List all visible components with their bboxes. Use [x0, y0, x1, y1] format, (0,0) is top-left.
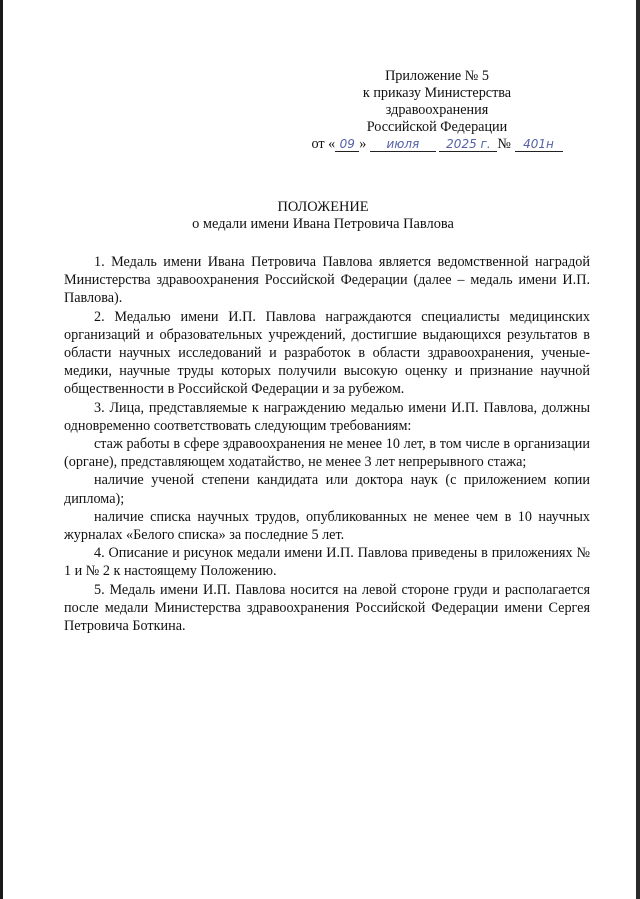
requirement-degree: наличие ученой степени кандидата или доктора наук (с приложением копии диплома);: [64, 472, 590, 507]
paragraph-1: 1. Медаль имени Ивана Петровича Павлова является ведомственной наградой Министерства здравоохранения Российской Федерации (далее – медаль имени И.П. Павлова).: [64, 254, 590, 307]
title-subheading: о медали имени Ивана Петровича Павлова: [192, 216, 454, 232]
paragraph-5: 5. Медаль имени И.П. Павлова носится на левой стороне груди и располагается после медали Министерства здравоохранения Российской Федерации имени Сергея Петровича Боткина.: [64, 581, 590, 635]
annex-title: Приложение № 5: [385, 68, 489, 84]
paragraph-2: 2. Медалью имени И.П. Павлова награждаются специалисты медицинских организаций и образовательных учреждений, достигшие выдающихся результатов в области научных исследований и разработок в области здравоохранения, ученые-медики, научные труды которых получили высокую оценку и признание научной общественности в Российской Федерации и за рубежом.: [64, 308, 590, 398]
annex-order-ref: к приказу Министерства: [362, 85, 512, 101]
number-sign: №: [497, 136, 511, 152]
handwritten-month: июля: [370, 138, 436, 152]
handwritten-order-number: 401н: [515, 138, 563, 152]
date-close-quote: »: [359, 136, 367, 152]
annex-federation: Российской Федерации: [366, 119, 508, 135]
paragraph-3: 3. Лица, представляемые к награждению медалью имени И.П. Павлова, должны одновременно соответствовать следующим требованиям:: [64, 399, 590, 434]
date-prefix: от «: [311, 136, 336, 152]
annex-date-line: [303, 136, 571, 153]
requirement-publications: наличие списка научных трудов, опубликованных не менее чем в 10 научных журналах «Белого списка» за последние 5 лет.: [64, 508, 590, 544]
document-title: [3, 199, 640, 233]
requirement-experience: стаж работы в сфере здравоохранения не менее 10 лет, в том числе в организации (органе), представляющем ходатайство, не менее 3 лет непрерывного стажа;: [64, 436, 590, 471]
handwritten-day: 09: [335, 138, 359, 152]
annex-ministry: здравоохранения: [385, 102, 489, 118]
document-body: [64, 253, 590, 635]
handwritten-year: 2025 г.: [439, 138, 497, 152]
paragraph-4: 4. Описание и рисунок медали имени И.П. Павлова приведены в приложениях № 1 и № 2 к настоящему Положению.: [64, 545, 590, 580]
annex-header: [303, 68, 571, 153]
title-heading: ПОЛОЖЕНИЕ: [277, 199, 369, 215]
